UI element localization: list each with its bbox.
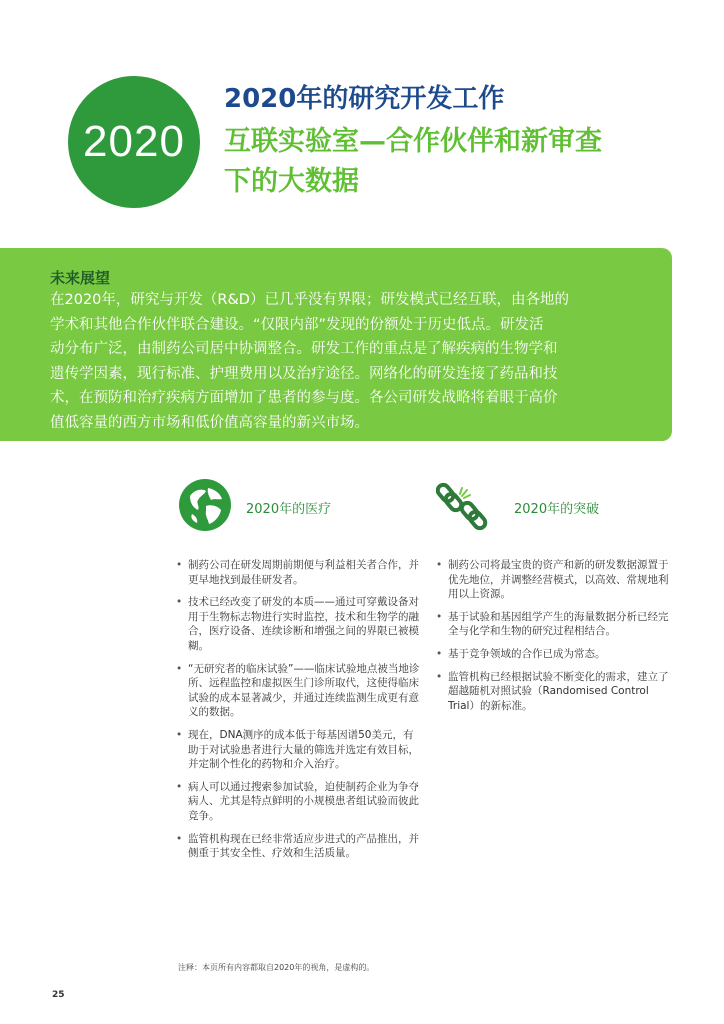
list-item: • 监管机构已经根据试验不断变化的需求，建立了超越随机对照试验（Randomised Control Trial）的新标准。 [436,670,676,714]
footnote: 注释：本页所有内容都取自2020年的视角，是虚构的。 [178,963,375,972]
list-item: • 基于试验和基因组学产生的海量数据分析已经完全与化学和生物的研究过程相结合。 [436,610,676,639]
medical-column [176,478,422,869]
outlook-paragraph [50,288,648,435]
list-item: • “无研究者的临床试验”——临床试验地点被当地诊所、远程监控和虚拟医生门诊所取代，这使得临床试验的成本显著减少，并通过连续监测生成更有意义的数据。 [176,662,422,720]
medical-label: 2020年的医疗 [246,501,332,517]
outlook-line: 值低容量的西方市场和低价值高容量的新兴市场。 [50,414,369,431]
list-item: • 制药公司在研发周期前期便与利益相关者合作，并更早地找到最佳研发者。 [176,558,422,587]
list-item: • 病人可以通过搜索参加试验，迫使制药企业为争夺病人、尤其是特点鲜明的小规模患者组试验而彼此竞争。 [176,780,422,824]
breakthrough-label: 2020年的突破 [514,501,600,517]
breakthrough-header [436,478,676,536]
globe-icon [178,478,232,536]
title-subtitle-line: 下的大数据 [224,166,359,197]
title-subtitle [224,122,694,202]
outlook-line: 术，在预防和治疗疾病方面增加了患者的参与度。各公司研发战略将着眼于高价 [50,390,558,406]
medical-header [176,478,422,536]
title-subtitle-line: 互联实验室—合作伙伴和新审查 [224,126,602,157]
medical-bullet-list [176,558,422,861]
outlook-heading: 未来展望 [50,269,111,287]
broken-chain-icon [436,478,488,536]
breakthrough-bullet-list [436,558,676,713]
page-number: 25 [52,990,65,1000]
outlook-line: 学术和其他合作伙伴联合建设。“仅限内部”发现的份额处于历史低点。研发活 [50,316,544,333]
list-item: • 现在，DNA测序的成本低于每基因谱50美元，有助于对试验患者进行大量的筛选并选定有效目标，并定制个性化的药物和介入治疗。 [176,728,422,772]
title-main: 2020年的研究开发工作 [224,84,505,114]
page-title [224,82,694,202]
outlook-panel [0,248,672,441]
outlook-line: 在2020年，研究与开发（R&D）已几乎没有界限；研发模式已经互联，由各地的 [50,292,569,308]
list-item: • 制药公司将最宝贵的资产和新的研发数据源置于优先地位，并调整经营模式，以高效、常规地利用以上资源。 [436,558,676,602]
year-badge-text: 2020 [83,117,185,166]
outlook-line: 动分布广泛，由制药公司居中协调整合。研发工作的重点是了解疾病的生物学和 [50,341,558,357]
list-item: • 技术已经改变了研发的本质——通过可穿戴设备对用于生物标志物进行实时监控，技术和生物学的融合，医疗设备、连续诊断和增强之间的界限已被模糊。 [176,595,422,653]
list-item: • 监管机构现在已经非常适应步进式的产品推出，并侧重于其安全性、疗效和生活质量。 [176,832,422,861]
breakthrough-column [436,478,676,721]
outlook-line: 遗传学因素，现行标准、护理费用以及治疗途径。网络化的研发连接了药品和技 [50,365,558,382]
year-badge [68,76,200,208]
list-item: • 基于竞争领域的合作已成为常态。 [436,647,676,662]
